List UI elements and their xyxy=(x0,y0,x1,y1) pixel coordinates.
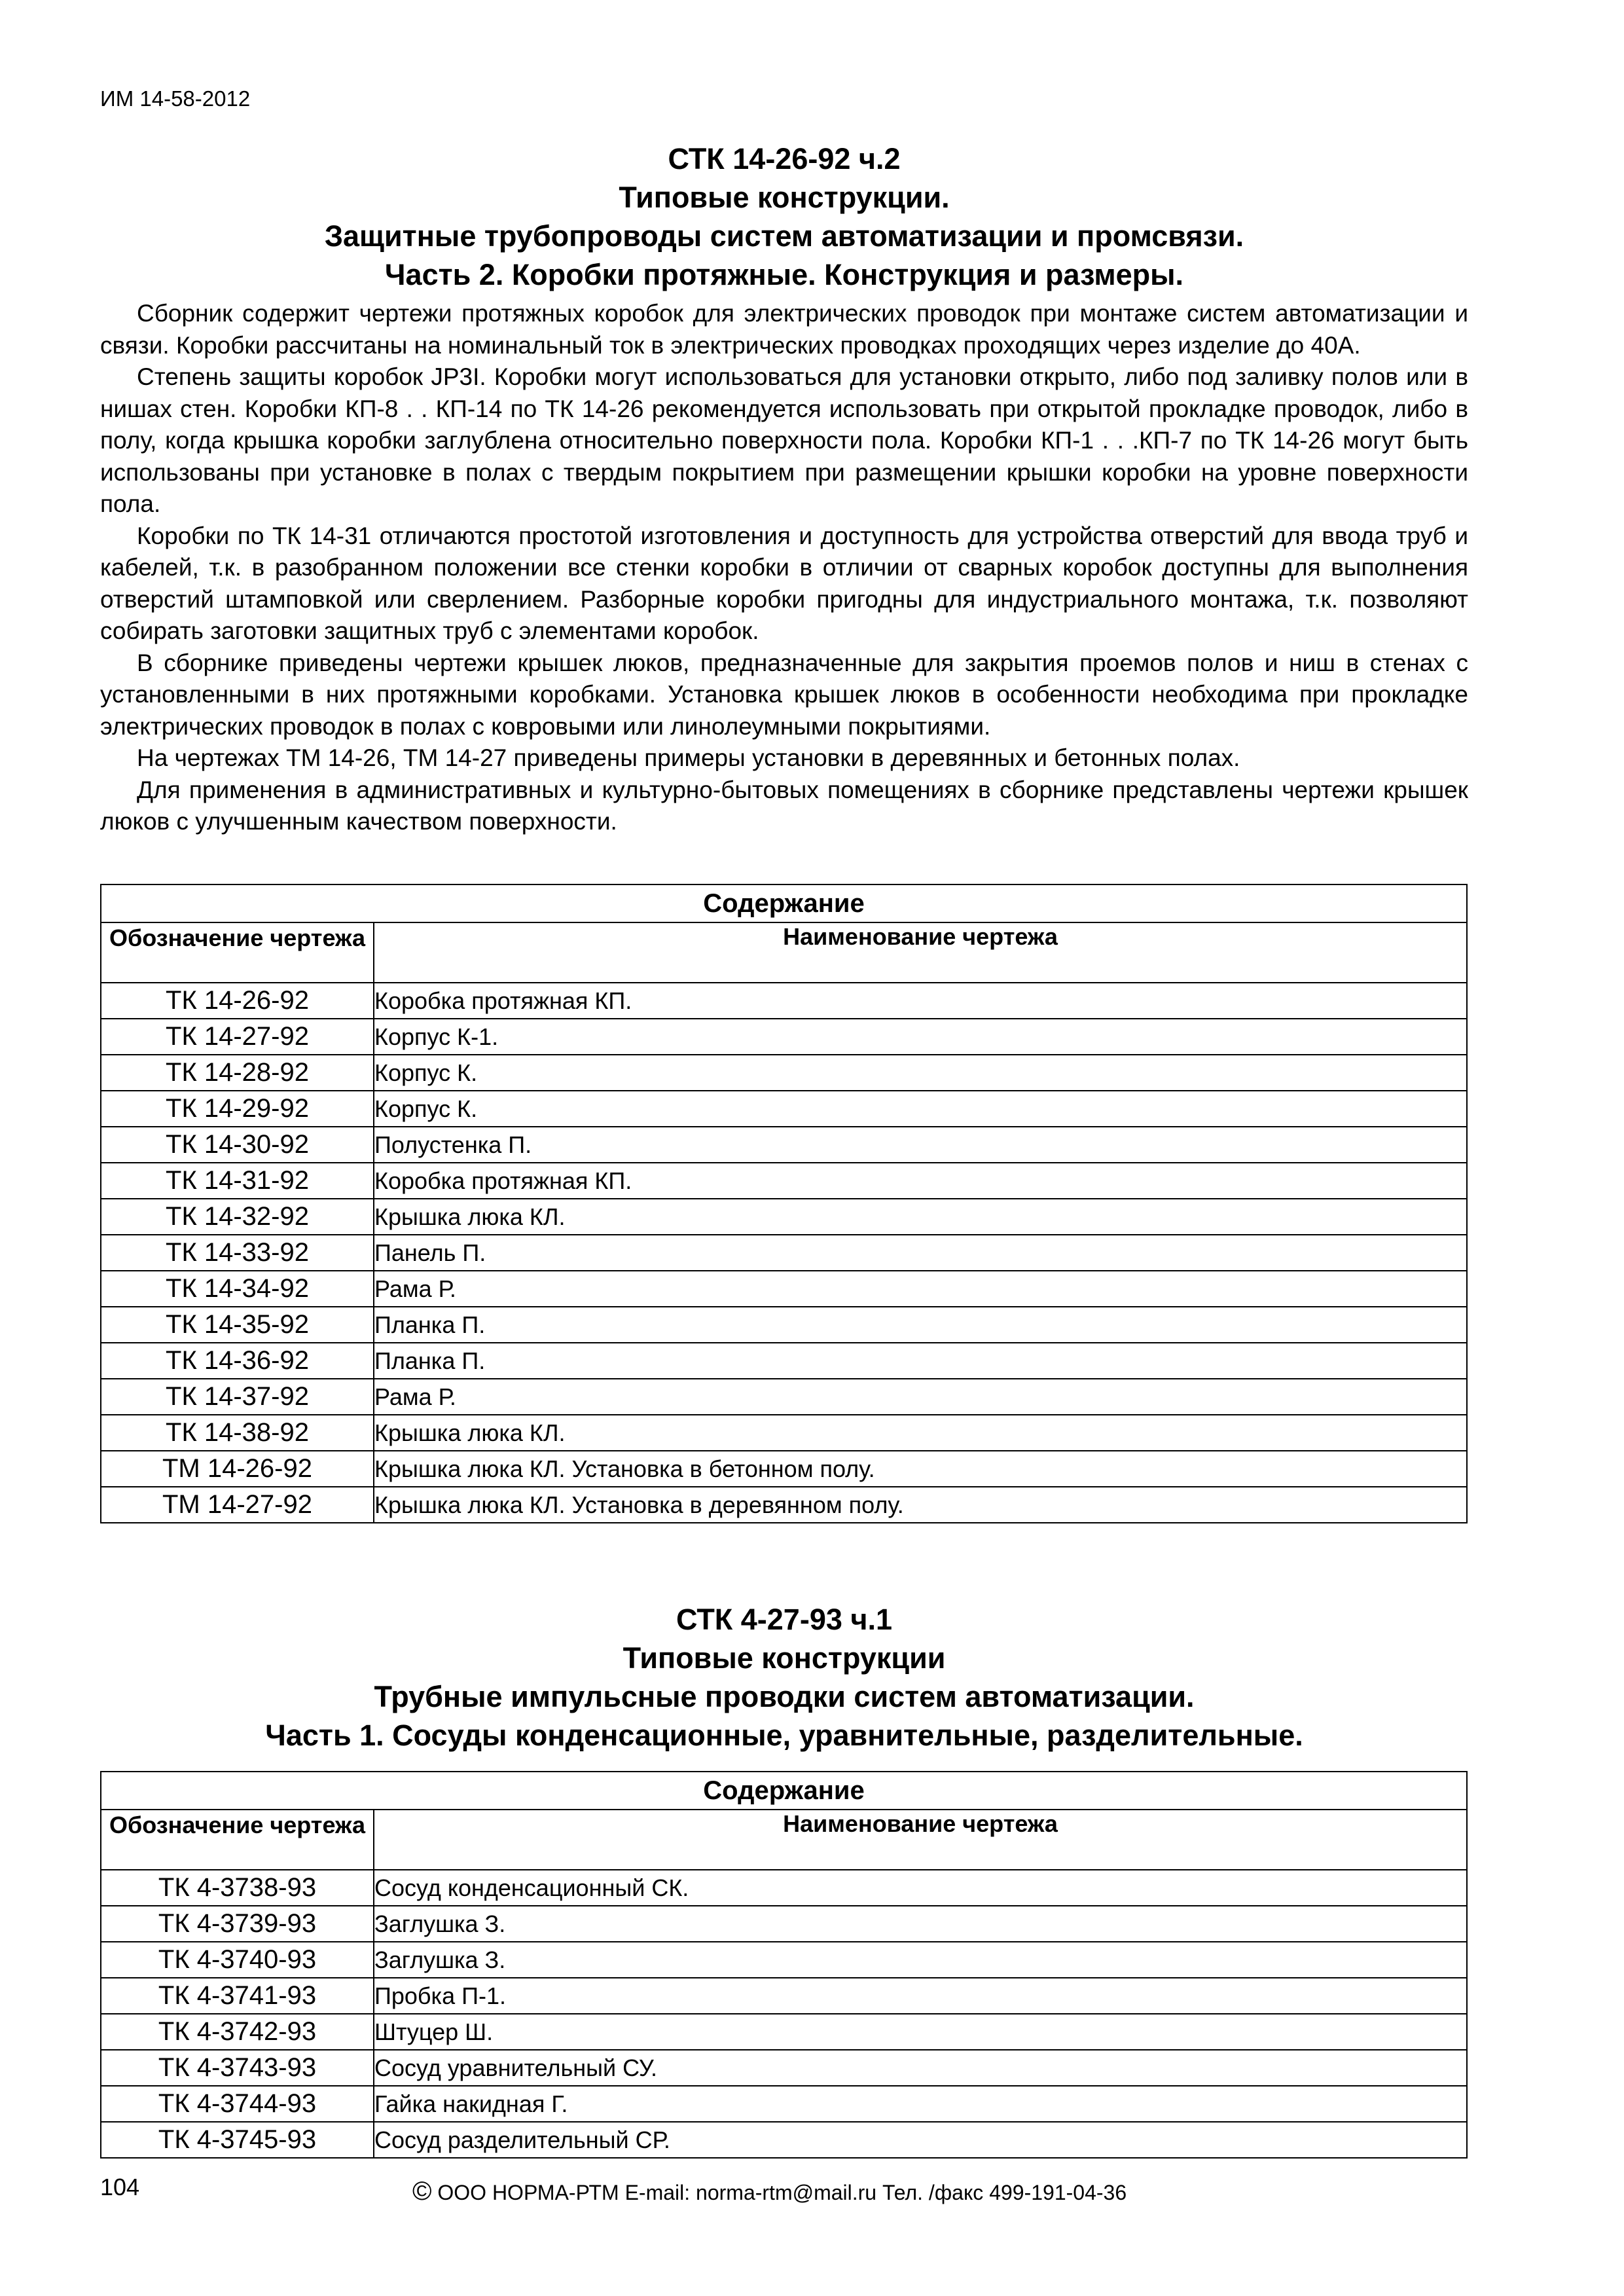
drawing-code: ТК 4-3745-93 xyxy=(101,2122,374,2158)
drawing-code: ТК 4-3741-93 xyxy=(101,1978,374,2014)
drawing-name: Панель П. xyxy=(374,1235,1467,1271)
section1-title-line: Защитные трубопроводы систем автоматизации и промсвязи. xyxy=(324,219,1244,253)
copyright-icon: © xyxy=(412,2177,432,2206)
table-header-row xyxy=(101,922,1467,983)
table-row xyxy=(101,1019,1467,1055)
drawing-name: Корпус К. xyxy=(374,1091,1467,1127)
drawing-code: ТК 14-36-92 xyxy=(101,1343,374,1379)
table-row xyxy=(101,1307,1467,1343)
drawing-name: Пробка П-1. xyxy=(374,1978,1467,2014)
column-header-code: Обозначение чертежа xyxy=(101,922,374,983)
table-row xyxy=(101,2050,1467,2086)
column-header-name: Наименование чертежа xyxy=(374,922,1467,983)
table-row xyxy=(101,1487,1467,1523)
section2-title-line: Трубные импульсные проводки систем автоматизации. xyxy=(374,1680,1195,1713)
description-paragraph: Для применения в административных и культурно-бытовых помещениях в сборнике представлены чертежи крышек люков с улучшенным качеством поверхности. xyxy=(100,776,1468,835)
drawing-name: Корпус К. xyxy=(374,1055,1467,1091)
drawing-code: ТК 14-32-92 xyxy=(101,1199,374,1235)
table-row xyxy=(101,1235,1467,1271)
section2-title-line: Часть 1. Сосуды конденсационные, уравнительные, разделительные. xyxy=(265,1719,1303,1752)
description-paragraph: Коробки по ТК 14-31 отличаются простотой изготовления и доступность для устройства отверстий для ввода труб и кабелей, т.к. в разобранном положении все стенки коробки в отличии от сварных коробок доступны для выполнения отверстий штамповкой или сверлением. Разборные коробки пригодны для индустриального монтажа, т.к. позволяют собирать заготовки защитных труб с элементами коробок. xyxy=(100,522,1468,644)
description-paragraph: Степень защиты коробок JP3I. Коробки могут использоваться для установки открыто, либо под заливку полов или в нишах стен. Коробки КП-8 . . КП-14 по ТК 14-26 рекомендуется использовать при открытой прокладке проводок, либо в полу, когда крышка коробки заглублена относительно поверхности пола. Коробки КП-1 . . .КП-7 по ТК 14-26 могут быть использованы при установке в полах с твердым покрытием при размещении крышки коробки на уровне поверхности пола. xyxy=(100,363,1468,517)
drawing-code: ТК 14-37-92 xyxy=(101,1379,374,1415)
drawing-code: ТК 14-38-92 xyxy=(101,1415,374,1451)
drawing-code: ТК 14-30-92 xyxy=(101,1127,374,1163)
drawing-name: Коробка протяжная КП. xyxy=(374,1163,1467,1199)
table-row xyxy=(101,1163,1467,1199)
section1-title-line: СТК 14-26-92 ч.2 xyxy=(668,142,901,175)
table-row xyxy=(101,1271,1467,1307)
table-row xyxy=(101,1127,1467,1163)
drawing-name: Коробка протяжная КП. xyxy=(374,983,1467,1019)
drawing-code: ТК 4-3742-93 xyxy=(101,2014,374,2050)
drawing-name: Крышка люка КЛ. Установка в деревянном полу. xyxy=(374,1487,1467,1523)
section2-contents-table xyxy=(100,1771,1468,2159)
drawing-code: ТК 14-27-92 xyxy=(101,1019,374,1055)
drawing-code: ТК 4-3744-93 xyxy=(101,2086,374,2122)
table-row xyxy=(101,1870,1467,1906)
section1-title-line: Часть 2. Коробки протяжные. Конструкция и размеры. xyxy=(384,258,1184,291)
drawing-name: Сосуд конденсационный СК. xyxy=(374,1870,1467,1906)
drawing-code: ТК 14-28-92 xyxy=(101,1055,374,1091)
drawing-name: Заглушка З. xyxy=(374,1942,1467,1978)
drawing-name: Гайка накидная Г. xyxy=(374,2086,1467,2122)
table-caption-row xyxy=(101,884,1467,922)
drawing-code: ТК 14-26-92 xyxy=(101,983,374,1019)
table-row xyxy=(101,1343,1467,1379)
drawing-name: Планка П. xyxy=(374,1307,1467,1343)
table-row xyxy=(101,983,1467,1019)
drawing-name: Крышка люка КЛ. xyxy=(374,1199,1467,1235)
table-row xyxy=(101,1978,1467,2014)
table-row xyxy=(101,2122,1467,2158)
table-row xyxy=(101,2014,1467,2050)
drawing-name: Сосуд разделительный СР. xyxy=(374,2122,1467,2158)
column-header-name: Наименование чертежа xyxy=(374,1810,1467,1870)
description-paragraph: В сборнике приведены чертежи крышек люков, предназначенные для закрытия проемов полов и ниш в стенах с установленными в них протяжными коробками. Установка крышек люков в особенности необходима при прокладке электрических проводок в полах с ковровыми или линолеумными покрытиями. xyxy=(100,649,1468,740)
drawing-name: Крышка люка КЛ. Установка в бетонном полу. xyxy=(374,1451,1467,1487)
footer-contact-text: ООО НОРМА-РТМ E-mail: norma-rtm@mail.ru Тел. /факс 499-191-04-36 xyxy=(431,2181,1127,2204)
table-caption-row xyxy=(101,1772,1467,1810)
table-row xyxy=(101,1906,1467,1942)
table-row xyxy=(101,1199,1467,1235)
section2-title xyxy=(100,1600,1468,1755)
description-paragraph: На чертежах ТМ 14-26, ТМ 14-27 приведены примеры установки в деревянных и бетонных полах. xyxy=(137,744,1240,771)
table-row xyxy=(101,1942,1467,1978)
drawing-code: ТК 4-3743-93 xyxy=(101,2050,374,2086)
table-row xyxy=(101,1415,1467,1451)
drawing-code: ТК 14-29-92 xyxy=(101,1091,374,1127)
drawing-name: Планка П. xyxy=(374,1343,1467,1379)
table-caption: Содержание xyxy=(101,1772,1467,1810)
drawing-name: Заглушка З. xyxy=(374,1906,1467,1942)
drawing-code: ТМ 14-26-92 xyxy=(101,1451,374,1487)
table-row xyxy=(101,2086,1467,2122)
description-paragraph: Сборник содержит чертежи протяжных коробок для электрических проводок при монтаже систем автоматизации и связи. Коробки рассчитаны на номинальный ток в электрических проводках проходящих через изделие до 40А. xyxy=(100,300,1468,359)
column-header-code: Обозначение чертежа xyxy=(101,1810,374,1870)
section2-title-line: СТК 4-27-93 ч.1 xyxy=(676,1603,893,1636)
table-header-row xyxy=(101,1810,1467,1870)
table-caption: Содержание xyxy=(101,884,1467,922)
drawing-code: ТК 14-31-92 xyxy=(101,1163,374,1199)
drawing-code: ТК 4-3740-93 xyxy=(101,1942,374,1978)
section1-title-line: Типовые конструкции. xyxy=(619,181,950,214)
footer-contacts xyxy=(412,2177,1127,2206)
section1-contents-table xyxy=(100,884,1468,1523)
drawing-name: Крышка люка КЛ. xyxy=(374,1415,1467,1451)
page-number: 104 xyxy=(100,2174,140,2200)
table-row xyxy=(101,1451,1467,1487)
section1-title xyxy=(100,139,1468,294)
drawing-name: Сосуд уравнительный СУ. xyxy=(374,2050,1467,2086)
drawing-code: ТМ 14-27-92 xyxy=(101,1487,374,1523)
document-code: ИМ 14-58-2012 xyxy=(100,86,251,111)
section1-description xyxy=(100,298,1468,838)
drawing-name: Корпус К-1. xyxy=(374,1019,1467,1055)
table-row xyxy=(101,1055,1467,1091)
table-row xyxy=(101,1379,1467,1415)
table-row xyxy=(101,1091,1467,1127)
section2-title-line: Типовые конструкции xyxy=(623,1641,946,1675)
drawing-code: ТК 14-35-92 xyxy=(101,1307,374,1343)
drawing-name: Штуцер Ш. xyxy=(374,2014,1467,2050)
drawing-code: ТК 4-3739-93 xyxy=(101,1906,374,1942)
drawing-code: ТК 4-3738-93 xyxy=(101,1870,374,1906)
drawing-code: ТК 14-34-92 xyxy=(101,1271,374,1307)
drawing-name: Рама Р. xyxy=(374,1271,1467,1307)
drawing-name: Полустенка П. xyxy=(374,1127,1467,1163)
drawing-code: ТК 14-33-92 xyxy=(101,1235,374,1271)
drawing-name: Рама Р. xyxy=(374,1379,1467,1415)
